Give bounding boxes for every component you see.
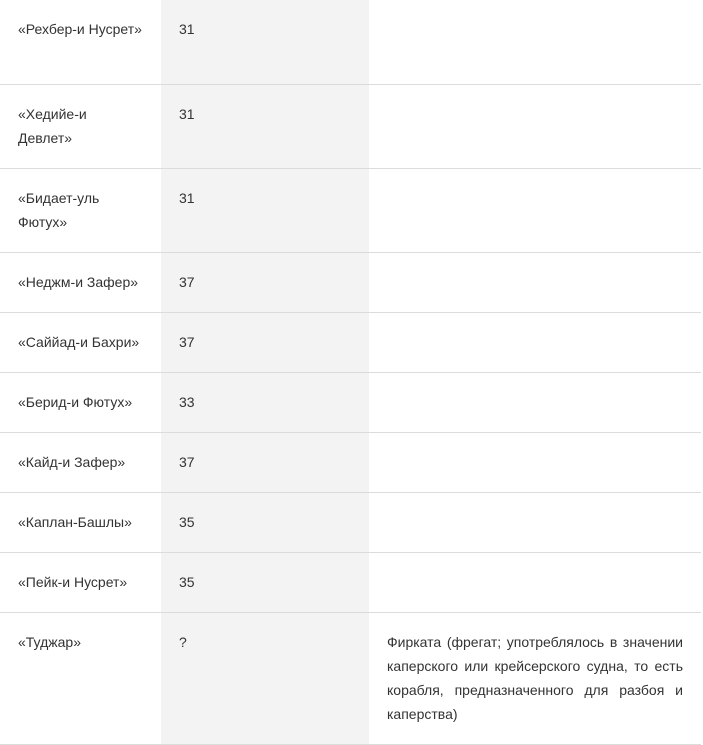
ship-name-cell: «Пейк-и Нусрет» — [0, 552, 161, 612]
note-cell — [369, 432, 701, 492]
ship-name-cell: «Неджм-и Зафер» — [0, 252, 161, 312]
note-cell — [369, 84, 701, 168]
guns-cell: 37 — [161, 252, 369, 312]
table-row — [0, 168, 701, 252]
guns-cell: 31 — [161, 0, 369, 84]
note-cell — [369, 492, 701, 552]
table-row — [0, 612, 701, 744]
ship-name-cell: «Берид-и Фютух» — [0, 372, 161, 432]
note-text: Фирката (фрегат; употреблялось в значении каперского или крейсерского судна, то есть корабля, предназначенного для разбоя и каперства) — [387, 633, 683, 722]
ship-name-cell: «Хедийе-и Девлет» — [0, 84, 161, 168]
table-row — [0, 432, 701, 492]
ship-name-cell: «Каплан-Башлы» — [0, 492, 161, 552]
ship-name-cell: «Туджар» — [0, 612, 161, 744]
note-cell — [369, 0, 701, 84]
table-row — [0, 492, 701, 552]
table-row — [0, 84, 701, 168]
ship-name-cell: «Бидает-уль Фютух» — [0, 168, 161, 252]
note-cell — [369, 312, 701, 372]
note-cell — [369, 252, 701, 312]
ship-name-cell: «Саййад-и Бахри» — [0, 312, 161, 372]
guns-cell: 31 — [161, 168, 369, 252]
guns-cell: 33 — [161, 372, 369, 432]
table-row — [0, 372, 701, 432]
guns-cell: 35 — [161, 492, 369, 552]
guns-cell: 37 — [161, 432, 369, 492]
note-cell — [369, 168, 701, 252]
table-row — [0, 312, 701, 372]
table-row — [0, 552, 701, 612]
guns-cell: 31 — [161, 84, 369, 168]
note-cell — [369, 612, 701, 744]
table-row — [0, 0, 701, 84]
guns-cell: 37 — [161, 312, 369, 372]
note-cell — [369, 372, 701, 432]
table-row — [0, 252, 701, 312]
guns-cell: ? — [161, 612, 369, 744]
ship-name-cell: «Кайд-и Зафер» — [0, 432, 161, 492]
note-cell — [369, 552, 701, 612]
ship-name-cell: «Рехбер-и Нусрет» — [0, 0, 161, 84]
guns-cell: 35 — [161, 552, 369, 612]
